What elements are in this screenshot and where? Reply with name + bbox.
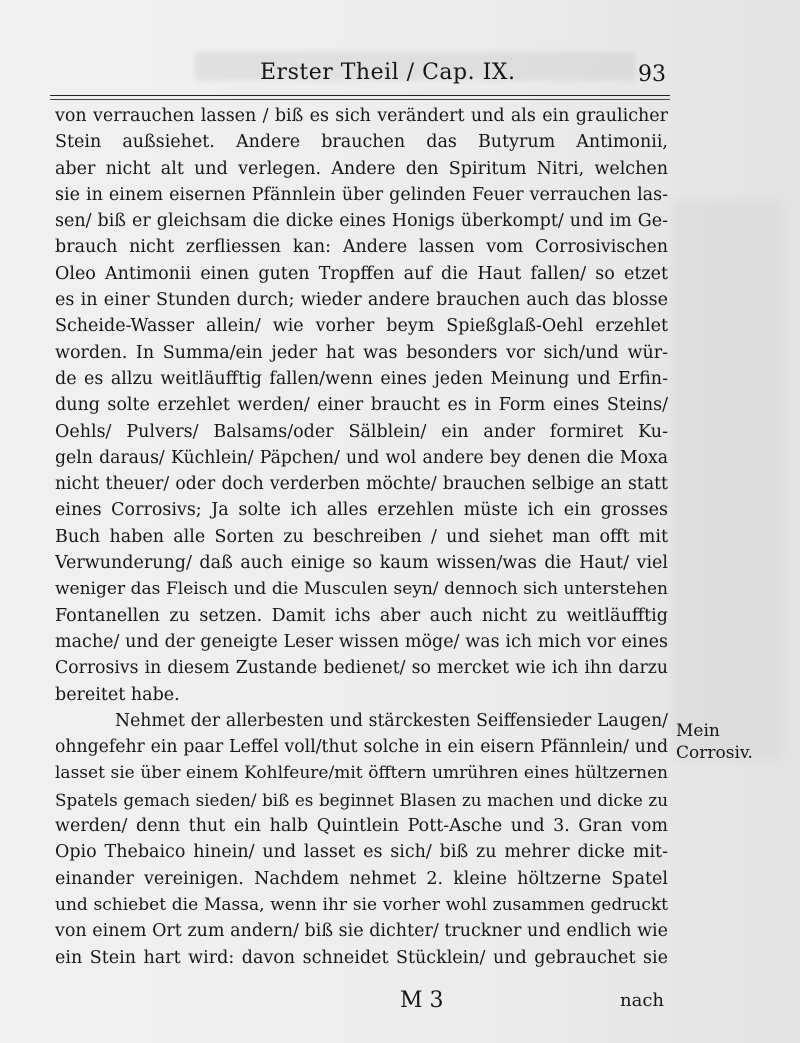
text-line: Buch haben alle Sorten zu beschreiben / und siehet man offt mit [55,526,668,547]
text-line: de es allzu weitläufftig fallen/wenn eines jeden Meinung und Erfin- [55,368,668,389]
text-line: dung solte erzehlet werden/ einer braucht es in Form eines Steins/ [55,395,668,416]
margin-note-line: Corrosiv. [676,743,753,763]
page-header [55,60,670,94]
text-line: weniger das Fleisch und die Musculen seyn/ dennoch sich unterstehen [55,579,668,600]
text-line: Fontanellen zu setzen. Damit ichs aber auch nicht zu weitläufftig [55,605,668,626]
text-line: ein Stein hart wird: davon schneidet Stücklein/ und gebrauchet sie [55,947,668,968]
text-line: nicht theuer/ oder doch verderben möchte/ brauchen selbige an statt [55,474,668,495]
text-line: werden/ denn thut ein halb Quintlein Pott-Asche und 3. Gran vom [55,816,668,837]
text-line: einander vereinigen. Nachdem nehmet 2. kleine höltzerne Spatel [55,868,668,889]
header-rule-thin [50,99,670,100]
page-footer [55,988,668,1018]
show-through-shadow-margin [672,200,782,760]
text-line: von einem Ort zum andern/ biß sie dichter/ truckner und endlich wie [55,921,668,942]
text-line: Stein außsiehet. Andere brauchen das Butyrum Antimonii, [55,132,668,153]
text-line: Verwunderung/ daß auch einige so kaum wissen/was die Haut/ viel [55,553,668,574]
text-line: Corrosivs in diesem Zustande bedienet/ so mercket wie ich ihn darzu [55,658,668,679]
header-rule [50,95,670,96]
signature-mark: M 3 [400,988,444,1013]
text-line: und schiebet die Massa, wenn ihr sie vorher wohl zusammen gedruckt [55,894,668,915]
text-line: sen/ biß er gleichsam die dicke eines Honigs überkompt/ und im Ge- [55,211,668,232]
text-line: brauch nicht zerfliessen kan: Andere lassen vom Corrosivischen [55,237,668,258]
text-line: mache/ und der geneigte Leser wissen möge/ was ich mich vor eines [55,631,668,652]
text-line: Oleo Antimonii einen guten Tropffen auf die Haut fallen/ so etzet [55,263,668,284]
text-line: Oehls/ Pulvers/ Balsams/oder Sälblein/ ein ander formiret Ku- [55,421,668,442]
text-line: Opio Thebaico hinein/ und lasset es sich/ biß zu mehrer dicke mit- [55,842,668,863]
text-line: aber nicht alt und verlegen. Andere den Spiritum Nitri, welchen [55,158,668,179]
text-line: Spatels gemach sieden/ biß es beginnet Blasen zu machen und dicke zu [55,789,668,810]
catchword: nach [620,990,664,1011]
text-line: von verrauchen lassen / biß es sich verändert und als ein graulicher [55,106,668,126]
text-line: lasset sie über einem Kohlfeure/mit öfftern umrühren eines hültzernen [55,763,668,784]
body-text [55,103,668,971]
text-line: sie in einem eisernen Pfännlein über gelinden Feuer verrauchen las- [55,184,668,205]
text-line: Scheide-Wasser allein/ wie vorher beym Spießglaß-Oehl erzehlet [55,316,668,337]
text-line: ohngefehr ein paar Leffel voll/thut solche in ein eisern Pfännlein/ und [55,737,668,758]
text-line: geln daraus/ Küchlein/ Päpchen/ und wol andere bey denen die Moxa [55,447,668,468]
text-line: bereitet habe. [55,684,180,705]
margin-note-line: Mein [676,721,720,741]
running-head: Erster Theil / Cap. IX. [260,60,516,85]
text-line: es in einer Stunden durch; wieder andere brauchen auch das blosse [55,290,668,311]
text-line: worden. In Summa/ein jeder hat was besonders vor sich/und wür- [55,342,668,363]
page-number: 93 [638,62,666,87]
margin-note [676,720,753,764]
text-line: Nehmet der allerbesten und stärckesten Seiffensieder Laugen/ [115,710,668,731]
text-line: eines Corrosivs; Ja solte ich alles erzehlen müste ich ein grosses [55,500,668,521]
